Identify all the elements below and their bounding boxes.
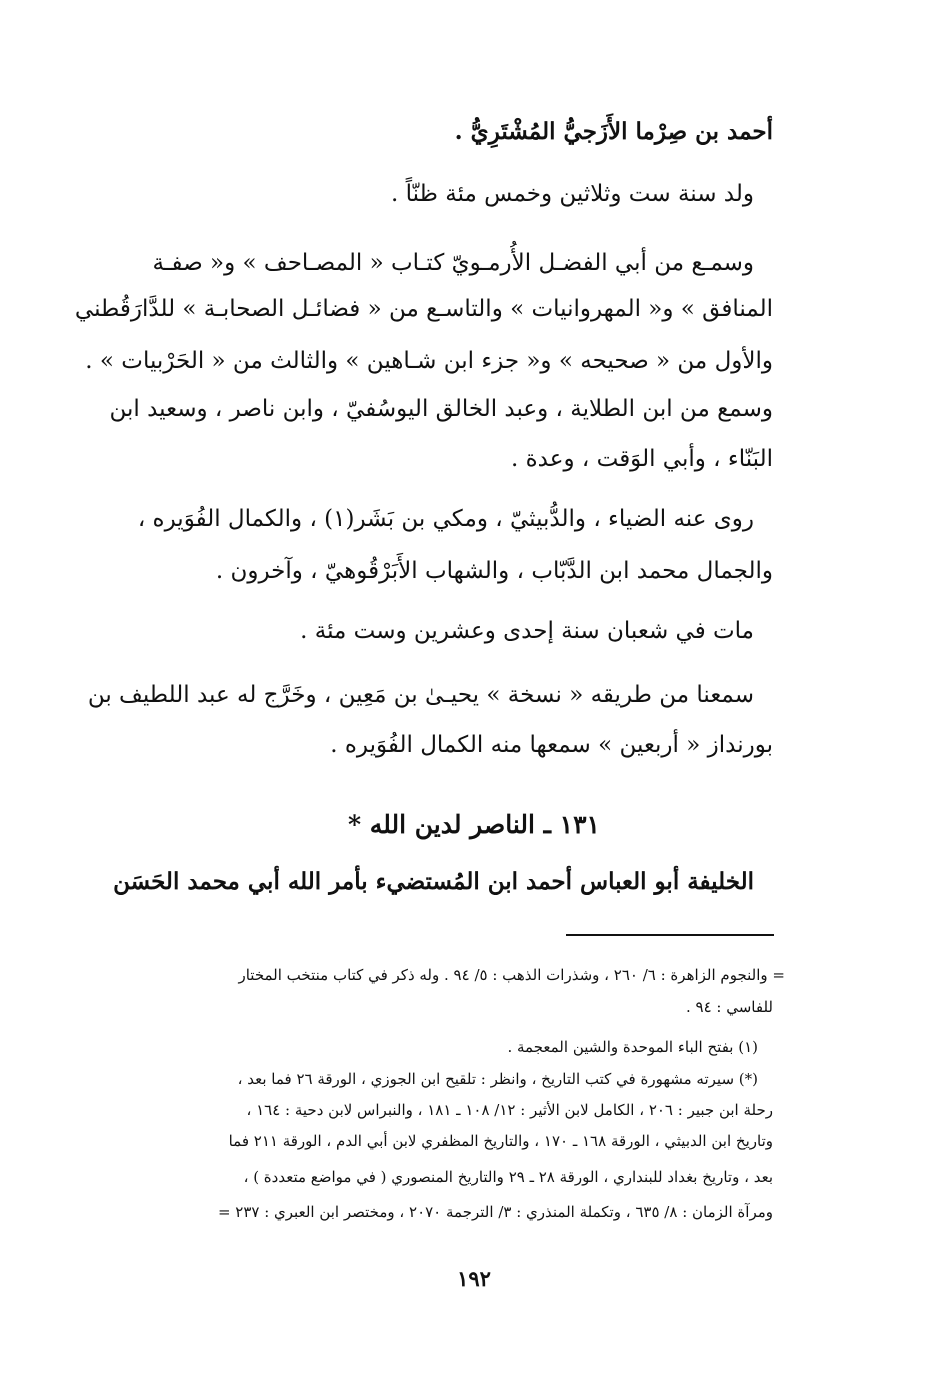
footnote-line: بعد ، وتاريخ بغداد للبنداري ، الورقة ٢٨ ـ ٢٩ والتاريخ المنصوري ( في مواضع متعددة ) ، [243, 1168, 773, 1186]
footnote-line: وتاريخ ابن الدبيثي ، الورقة ١٦٨ ـ ١٧٠ ، والتاريخ المظفري لابن أبي الدم ، الورقة ٢١١ فما [228, 1132, 773, 1150]
footnote-line: (*) سيرته مشهورة في كتب التاريخ ، وانظر : تلقيح ابن الجوزي ، الورقة ٢٦ فما بعد ، [237, 1070, 758, 1088]
text-line: البَنّاء ، وأبي الوَقت ، وعدة . [510, 446, 773, 472]
text-line: روى عنه الضياء ، والدُّبيثيّ ، ومكي بن بَشَر(١) ، والكمال الفُوَيره ، [137, 506, 754, 532]
text-line: المنافق » و« المهروانيات » والتاسـع من « فضائـل الصحابـة » للدَّارَقُطني [74, 296, 773, 322]
text-line: وسمع من ابن الطلاية ، وعبد الخالق اليوسُفيّ ، وابن ناصر ، وسعيد ابن [109, 396, 773, 422]
page-number: ١٩٢ [457, 1266, 491, 1291]
text-line: والأول من « صحيحه » و« جزء ابن شـاهين » والثالث من « الحَرْبيات » . [85, 348, 773, 374]
text-line: وسمـع من أبي الفضـل الأُرمـويّ كتـاب « المصـاحف » و« صفـة [152, 250, 754, 276]
footnote-line: للفاسي : ٩٤ . [685, 998, 773, 1016]
footnote-line: رحلة ابن جبير : ٢٠٦ ، الكامل لابن الأثير : ١٢/ ١٠٨ ـ ١٨١ ، والنبراس لابن دحية : ١٦٤ ، [246, 1101, 773, 1119]
text-line: والجمال محمد ابن الدَّبّاب ، والشهاب الأَبَرْقُوهيّ ، وآخرون . [215, 558, 773, 584]
birth-line: ولد سنة ست وثلاثين وخمس مئة ظنّاً . [391, 181, 754, 207]
death-line: مات في شعبان سنة إحدى وعشرين وست مئة . [300, 618, 754, 644]
footnote-line: (١) بفتح الباء الموحدة والشين المعجمة . [507, 1038, 758, 1056]
footnote-separator [566, 934, 774, 936]
text-line: بورنداز « أربعين » سمعها منه الكمال الفُوَيره . [330, 732, 773, 758]
footnote-line: = والنجوم الزاهرة : ٦/ ٢٦٠ ، وشذرات الذهب : ٥/ ٩٤ . وله ذكر في كتاب منتخب المختار [238, 966, 785, 984]
text-line: سمعنا من طريقه « نسخة » يحيـىٰ بن مَعِين ، وخَرَّج له عبد اللطيف بن [87, 682, 754, 708]
entry-name-line: أحمد بن صِرْما الأَزَجيُّ المُشْتَرِيُّ . [454, 118, 773, 145]
footnote-line: ومرآة الزمان : ٨/ ٦٣٥ ، وتكملة المنذري : ٣/ الترجمة ٢٠٧٠ ، ومختصر ابن العبري : ٢٣٧ = [217, 1203, 773, 1221]
entry-heading: ١٣١ ـ الناصر لدين الله * [348, 810, 600, 839]
entry-intro-line: الخليفة أبو العباس أحمد ابن المُستضيء بأمر الله أبي محمد الحَسَن [113, 868, 754, 895]
